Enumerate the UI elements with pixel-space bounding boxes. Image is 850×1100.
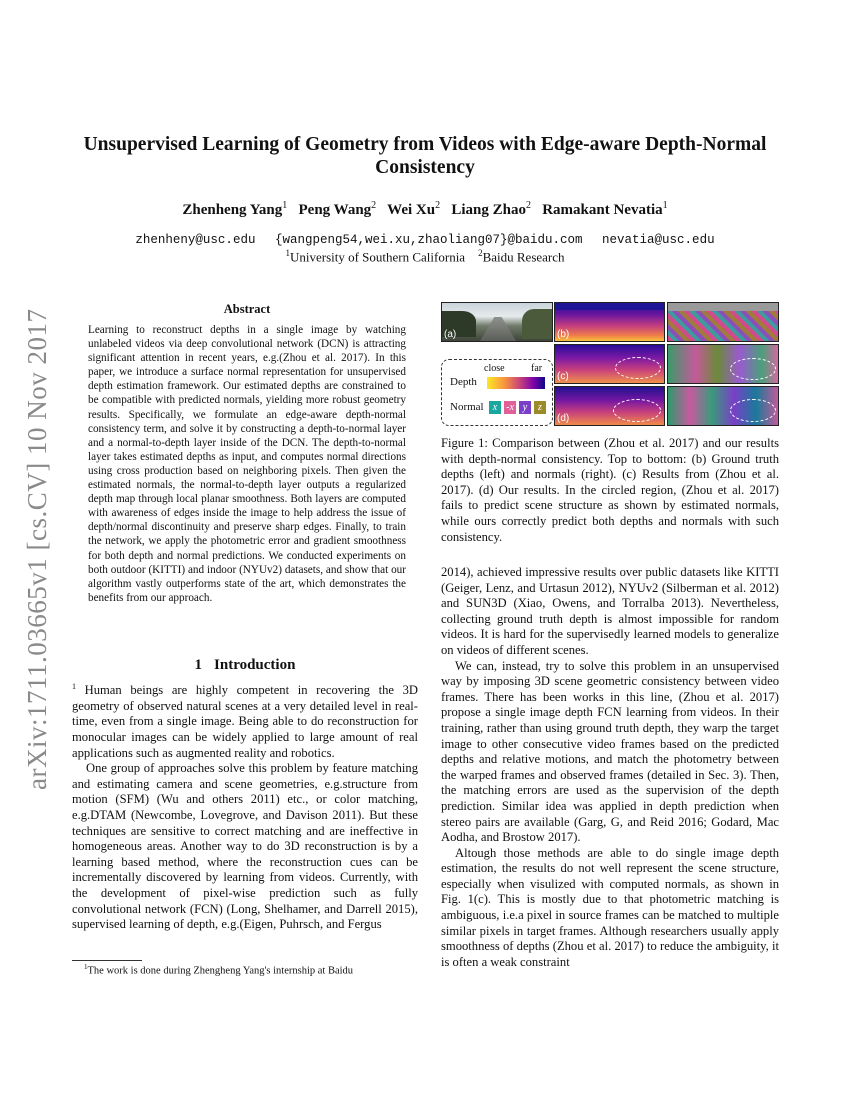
ours-normal-panel bbox=[667, 386, 779, 426]
footnote-rule bbox=[72, 960, 142, 961]
normal-y-swatch: y bbox=[519, 401, 531, 414]
abstract-heading: Abstract bbox=[223, 302, 271, 316]
panel-label: (c) bbox=[557, 371, 569, 382]
figure-caption: Figure 1: Comparison between (Zhou et al. 2017) and our results with depth-normal consistency. Top to bottom: (b) Ground truth depths (left) and normals (right). (c) Results from (Zhou et al. 2017). (d) Our results. In the circled region, (Zhou et al. 2017) fails to predict scene structure as shown by estimated normals, while ours correctly predict both depths and normals with such consistency. bbox=[441, 436, 779, 544]
affiliations: $^1$University of Southern California $^2$Baidu Research bbox=[285, 248, 565, 265]
paper-title: Unsupervised Learning of Geometry from Videos with Edge-aware Depth-Normal Consistency bbox=[83, 134, 767, 178]
paragraph: $^1$ Human beings are highly competent in recovering the 3D geometry of observed natural scenes at a very detailed level in real-time, even from a single image. Being able to do reconstruction for monocular images can be widely applied to large amount of real applications such as augmented reality and robotics. bbox=[72, 682, 418, 760]
paragraph: We can, instead, try to solve this problem in an unsupervised way by imposing 3D scene geometric consistency between video frames. There has been works in this line, (Zhou et al. 2017) propose a single image depth FCN learning from videos. In their training, rather than using ground truth depth, they warp the target image to other consecutive video frames based on the predicted depths and relative motions, and match the photometry between the warped frames and observed frames (detailed in Sec. 3). Then, the matching errors are used as the supervision of the depth prediction. Similar idea was applied in depth prediction when stereo pairs are available (Garg, G, and Reid 2016; Godard, Mac Aodha, and Brostow 2017). bbox=[441, 658, 779, 845]
abstract-text: Learning to reconstruct depths in a single image by watching unlabeled videos via deep convolutional network (DCN) is attracting significant attention in recent years, e.g.(Zhou et al. 2017). In this paper, we introduce a surface normal representation for unsupervised depth estimation framework. Our estimated depths are constrained to be compatible with predicted normals, yielding more robust geometry results. Specifically, we formulate an edge-aware depth-normal consistency term, and solve it by constructing a depth-to-normal layer and a normal-to-depth layer inside of the DCN. The depth-to-normal layer takes estimated depths as input, and computes normal directions using cross production based on neighboring pixels. Then given the estimated normals, the normal-to-depth layer outputs a regularized depth map through local planar smoothness. Both layers are computed with awareness of edges inside the image to help address the issue of depth/normal discontinuity and preserve sharp edges. Finally, to train the network, we apply the photometric error and gradient smoothness for both depth and normal predictions. We conducted experiments on both outdoor (KITTI) and indoor (NYUv2) datasets, and show that our algorithm vastly outperforms state of the art, which demonstrates the benefits from our approach. bbox=[88, 324, 406, 604]
paragraph: One group of approaches solve this problem by feature matching and estimating camera and scene geometries, e.g.structure from motion (SFM) (Wu and others 2011) etc., or color matching, e.g.DTAM (Newcombe, Lovegrove, and Davison 2011). But these techniques are sensitive to correct matching and are ineffective in homogeneous areas. Another way to do 3D reconstruction is by a learning based method, where the reconstruction cues can be incrementally discovered by learning from videos. Currently, with the development of pixel-wise prediction such as fully convolutional network (FCN) (Long, Shelhamer, and Darrell 2015), supervised learning of depth, e.g.(Eigen, Puhrsch, and Fergus bbox=[72, 761, 418, 932]
affiliation: Baidu Research bbox=[482, 249, 565, 265]
depth-colorbar bbox=[487, 377, 545, 389]
author: Zhenheng Yang$^1$ bbox=[182, 200, 288, 218]
gt-depth-panel bbox=[554, 302, 665, 342]
author-list bbox=[60, 200, 790, 219]
email: zhenheny@usc.edu bbox=[135, 233, 256, 247]
arxiv-watermark: arXiv:1711.03665v1 [cs.CV] 10 Nov 2017 bbox=[22, 308, 52, 790]
author: Wei Xu$^2$ bbox=[387, 200, 441, 218]
normal-z-swatch: z bbox=[534, 401, 546, 414]
email: nevatia@usc.edu bbox=[602, 233, 715, 247]
normal-negx-swatch: -x bbox=[504, 401, 516, 414]
baseline-depth-panel bbox=[554, 344, 665, 384]
gt-normal-panel bbox=[667, 302, 779, 342]
legend-depth-label: Depth bbox=[450, 376, 477, 388]
ours-depth-panel bbox=[554, 386, 665, 426]
intro-body bbox=[72, 679, 418, 933]
rgb-image-panel bbox=[441, 302, 553, 342]
panel-label: (a) bbox=[444, 329, 457, 340]
normal-x-swatch: x bbox=[489, 401, 501, 414]
legend-normal-label: Normal bbox=[450, 401, 484, 413]
figure-legend bbox=[441, 359, 553, 426]
section-title: Introduction bbox=[214, 657, 296, 673]
panel-label: (b) bbox=[557, 329, 570, 340]
author: Peng Wang$^2$ bbox=[298, 200, 377, 218]
paragraph: Altough those methods are able to do single image depth estimation, the results do not well represent the scene structure, especially when visulized with computed normals, as shown in Fig. 1(c). This is mostly due to that photometric matching is ambiguous, i.e.a pixel in source frames can be matched to multiple similar pixels in target frames. Although researchers usually apply smoothness of depths (Zhou et al. 2017) to reduce the ambiguity, it is often a weak constraint bbox=[441, 845, 779, 969]
author: Liang Zhao$^2$ bbox=[451, 200, 531, 218]
legend-far: far bbox=[531, 363, 543, 374]
email: {wangpeng54,wei.xu,zhaoliang07}@baidu.com bbox=[274, 233, 583, 247]
section-heading bbox=[72, 657, 418, 674]
baseline-normal-panel bbox=[667, 344, 779, 384]
paragraph: 2014), achieved impressive results over public datasets like KITTI (Geiger, Lenz, and Urtasun 2012), NYUv2 (Silberman et al. 2012) and SUN3D (Xiao, Owens, and Torralba 2013). Nevertheless, collecting ground truth depth is almost impossible for random videos. It is hard for the supervisedly learned models to generalize on videos of different scenes. bbox=[441, 565, 779, 657]
author: Ramakant Nevatia$^1$ bbox=[542, 200, 668, 218]
author-emails bbox=[60, 233, 790, 247]
legend-close: close bbox=[484, 363, 505, 374]
section-number: 1 bbox=[194, 657, 203, 673]
figure-1 bbox=[441, 300, 779, 428]
right-column-body bbox=[441, 565, 779, 970]
affiliation: University of Southern California bbox=[289, 249, 466, 265]
panel-label: (d) bbox=[557, 413, 570, 424]
footnote: $^1$The work is done during Zhengheng Yang's internship at Baidu bbox=[84, 963, 354, 977]
